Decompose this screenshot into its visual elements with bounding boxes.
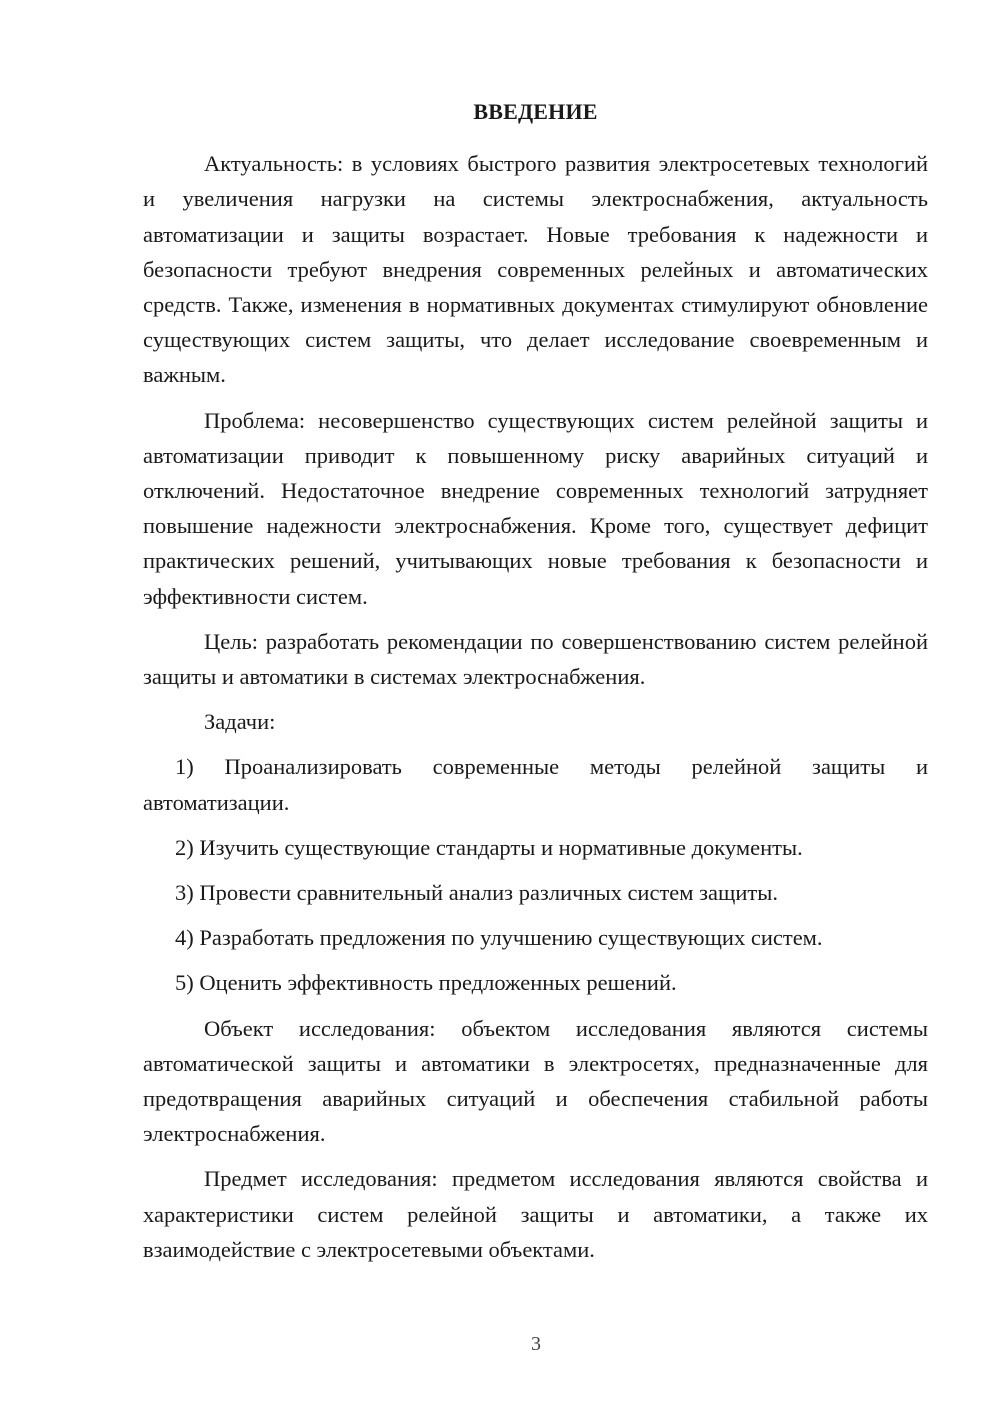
paragraph-goal: Цель: разработать рекомендации по совершенствованию систем релейной защиты и автоматики в системах электроснабжения. [143, 628, 928, 690]
page-content [143, 94, 928, 1277]
paragraph-relevance: Актуальность: в условиях быстрого развития электросетевых технологий и увеличения нагрузки на системы электроснабжения, актуальность автоматизации и защиты возрастает. Новые требования к надежности и безопасности требуют внедрения современных релейных и автоматических средств. Также, изменения в нормативных документах стимулируют обновление существующих систем защиты, что делает исследование своевременным и важным. [143, 151, 928, 388]
paragraph-subject: Предмет исследования: предметом исследования являются свойства и характеристики систем релейной защиты и автоматики, а также их взаимодействие с электросетевыми объектами. [143, 1166, 928, 1262]
task-item: 4) Разработать предложения по улучшению существующих систем. [175, 925, 823, 951]
paragraph-object: Объект исследования: объектом исследования являются системы автоматической защиты и автоматики в электросетях, предназначенные для предотвращения аварийных ситуаций и обеспечения стабильной работы электроснабжения. [143, 1015, 928, 1147]
task-item: 3) Провести сравнительный анализ различных систем защиты. [175, 880, 778, 906]
paragraph-problem: Проблема: несовершенство существующих систем релейной защиты и автоматизации приводит к повышенному риску аварийных ситуаций и отключений. Недостаточное внедрение современных технологий затрудняет повышение надежности электроснабжения. Кроме того, существует дефицит практических решений, учитывающих новые требования к безопасности и эффективности систем. [143, 407, 928, 609]
task-item: 2) Изучить существующие стандарты и нормативные документы. [175, 834, 803, 860]
tasks-label: Задачи: [204, 709, 276, 735]
task-item: 1) Проанализировать современные методы релейной защиты и автоматизации. [143, 754, 928, 815]
task-item: 5) Оценить эффективность предложенных решений. [175, 970, 677, 996]
page-number: 3 [531, 1333, 541, 1355]
section-heading: ВВЕДЕНИЕ [473, 99, 598, 124]
